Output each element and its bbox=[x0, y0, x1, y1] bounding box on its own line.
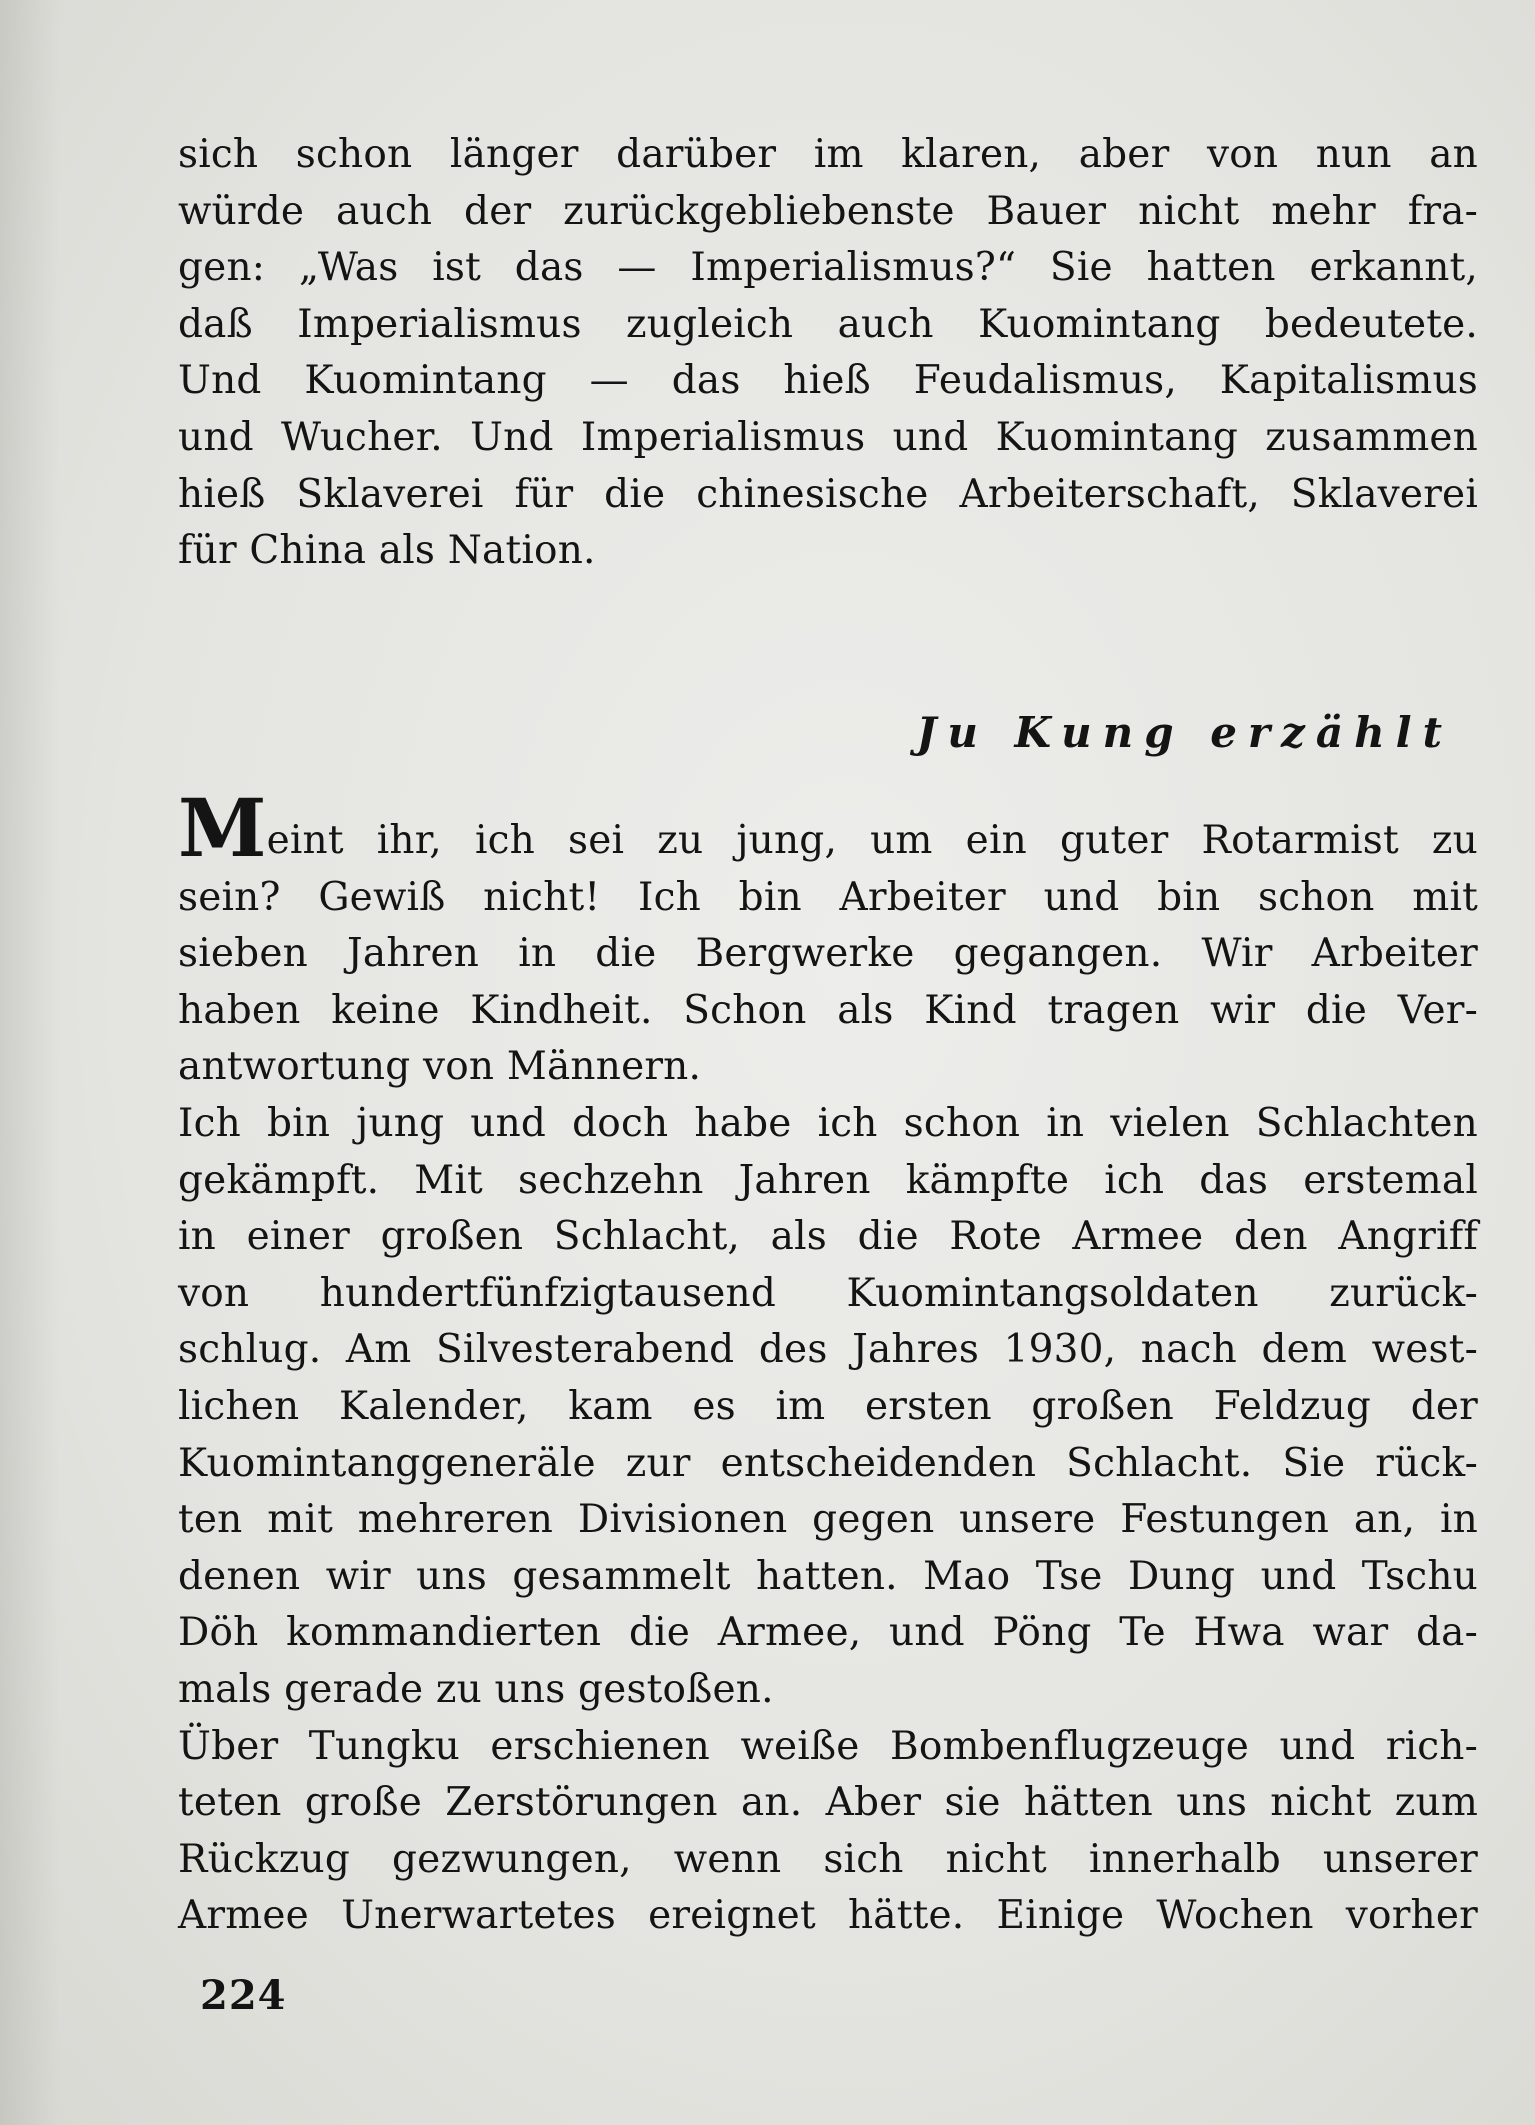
text-line: schlug. Am Silvesterabend des Jahres 1930, nach dem west- bbox=[178, 1327, 1478, 1373]
text-line: mals gerade zu uns gestoßen. bbox=[178, 1666, 774, 1712]
text-line: sein? Gewiß nicht! Ich bin Arbeiter und bin schon mit bbox=[178, 874, 1478, 920]
text-line: für China als Nation. bbox=[178, 528, 596, 574]
drop-cap: M bbox=[178, 781, 267, 875]
text-line: Über Tungku erschienen weiße Bombenflugzeuge und rich- bbox=[178, 1723, 1478, 1769]
text-line: hieß Sklaverei für die chinesische Arbeiterschaft, Sklaverei bbox=[178, 471, 1478, 517]
text-line: und Wucher. Und Imperialismus und Kuomintang zusammen bbox=[178, 414, 1478, 460]
section-heading: Ju Kung erzählt bbox=[916, 708, 1453, 757]
text-line: würde auch der zurückgebliebenste Bauer nicht mehr fra- bbox=[178, 188, 1478, 234]
text-line: gen: „Was ist das — Imperialismus?“ Sie hatten erkannt, bbox=[178, 245, 1478, 291]
text-line-rest: eint ihr, ich sei zu jung, um ein guter Rotarmist zu bbox=[266, 818, 1478, 863]
top-paragraph bbox=[178, 127, 1478, 580]
text-line: Armee Unerwartetes ereignet hätte. Einige Wochen vorher bbox=[178, 1893, 1478, 1939]
page-number: 224 bbox=[200, 1972, 287, 2019]
text-line: Ich bin jung und doch habe ich schon in vielen Schlachten bbox=[178, 1100, 1478, 1146]
text-line: teten große Zerstörungen an. Aber sie hätten uns nicht zum bbox=[178, 1780, 1478, 1826]
text-line: sieben Jahren in die Bergwerke gegangen. Wir Arbeiter bbox=[178, 931, 1478, 977]
text-line: Rückzug gezwungen, wenn sich nicht innerhalb unserer bbox=[178, 1836, 1478, 1882]
text-line: gekämpft. Mit sechzehn Jahren kämpfte ich das erstemal bbox=[178, 1157, 1478, 1203]
text-line: denen wir uns gesammelt hatten. Mao Tse Dung und Tschu bbox=[178, 1553, 1478, 1599]
main-text bbox=[178, 781, 1478, 1945]
text-line: haben keine Kindheit. Schon als Kind tragen wir die Ver- bbox=[178, 987, 1478, 1033]
text-line: in einer großen Schlacht, als die Rote Armee den Angriff bbox=[178, 1214, 1478, 1260]
text-line: sich schon länger darüber im klaren, aber von nun an bbox=[178, 132, 1478, 177]
text-line: Kuomintanggeneräle zur entscheidenden Schlacht. Sie rück- bbox=[178, 1440, 1478, 1486]
text-line: daß Imperialismus zugleich auch Kuomintang bedeutete. bbox=[178, 301, 1478, 347]
text-line: von hundertfünfzigtausend Kuomintangsoldaten zurück- bbox=[178, 1270, 1478, 1316]
text-line: ten mit mehreren Divisionen gegen unsere Festungen an, in bbox=[178, 1497, 1478, 1543]
text-line: Döh kommandierten die Armee, und Pöng Te Hwa war da- bbox=[178, 1610, 1478, 1656]
text-line: lichen Kalender, kam es im ersten großen Feldzug der bbox=[178, 1383, 1478, 1429]
text-line: Und Kuomintang — das hieß Feudalismus, Kapitalismus bbox=[178, 358, 1478, 404]
page-edge-shadow bbox=[0, 0, 60, 2125]
first-paragraph-first-line bbox=[178, 781, 1478, 875]
text-line: antwortung von Männern. bbox=[178, 1044, 702, 1090]
